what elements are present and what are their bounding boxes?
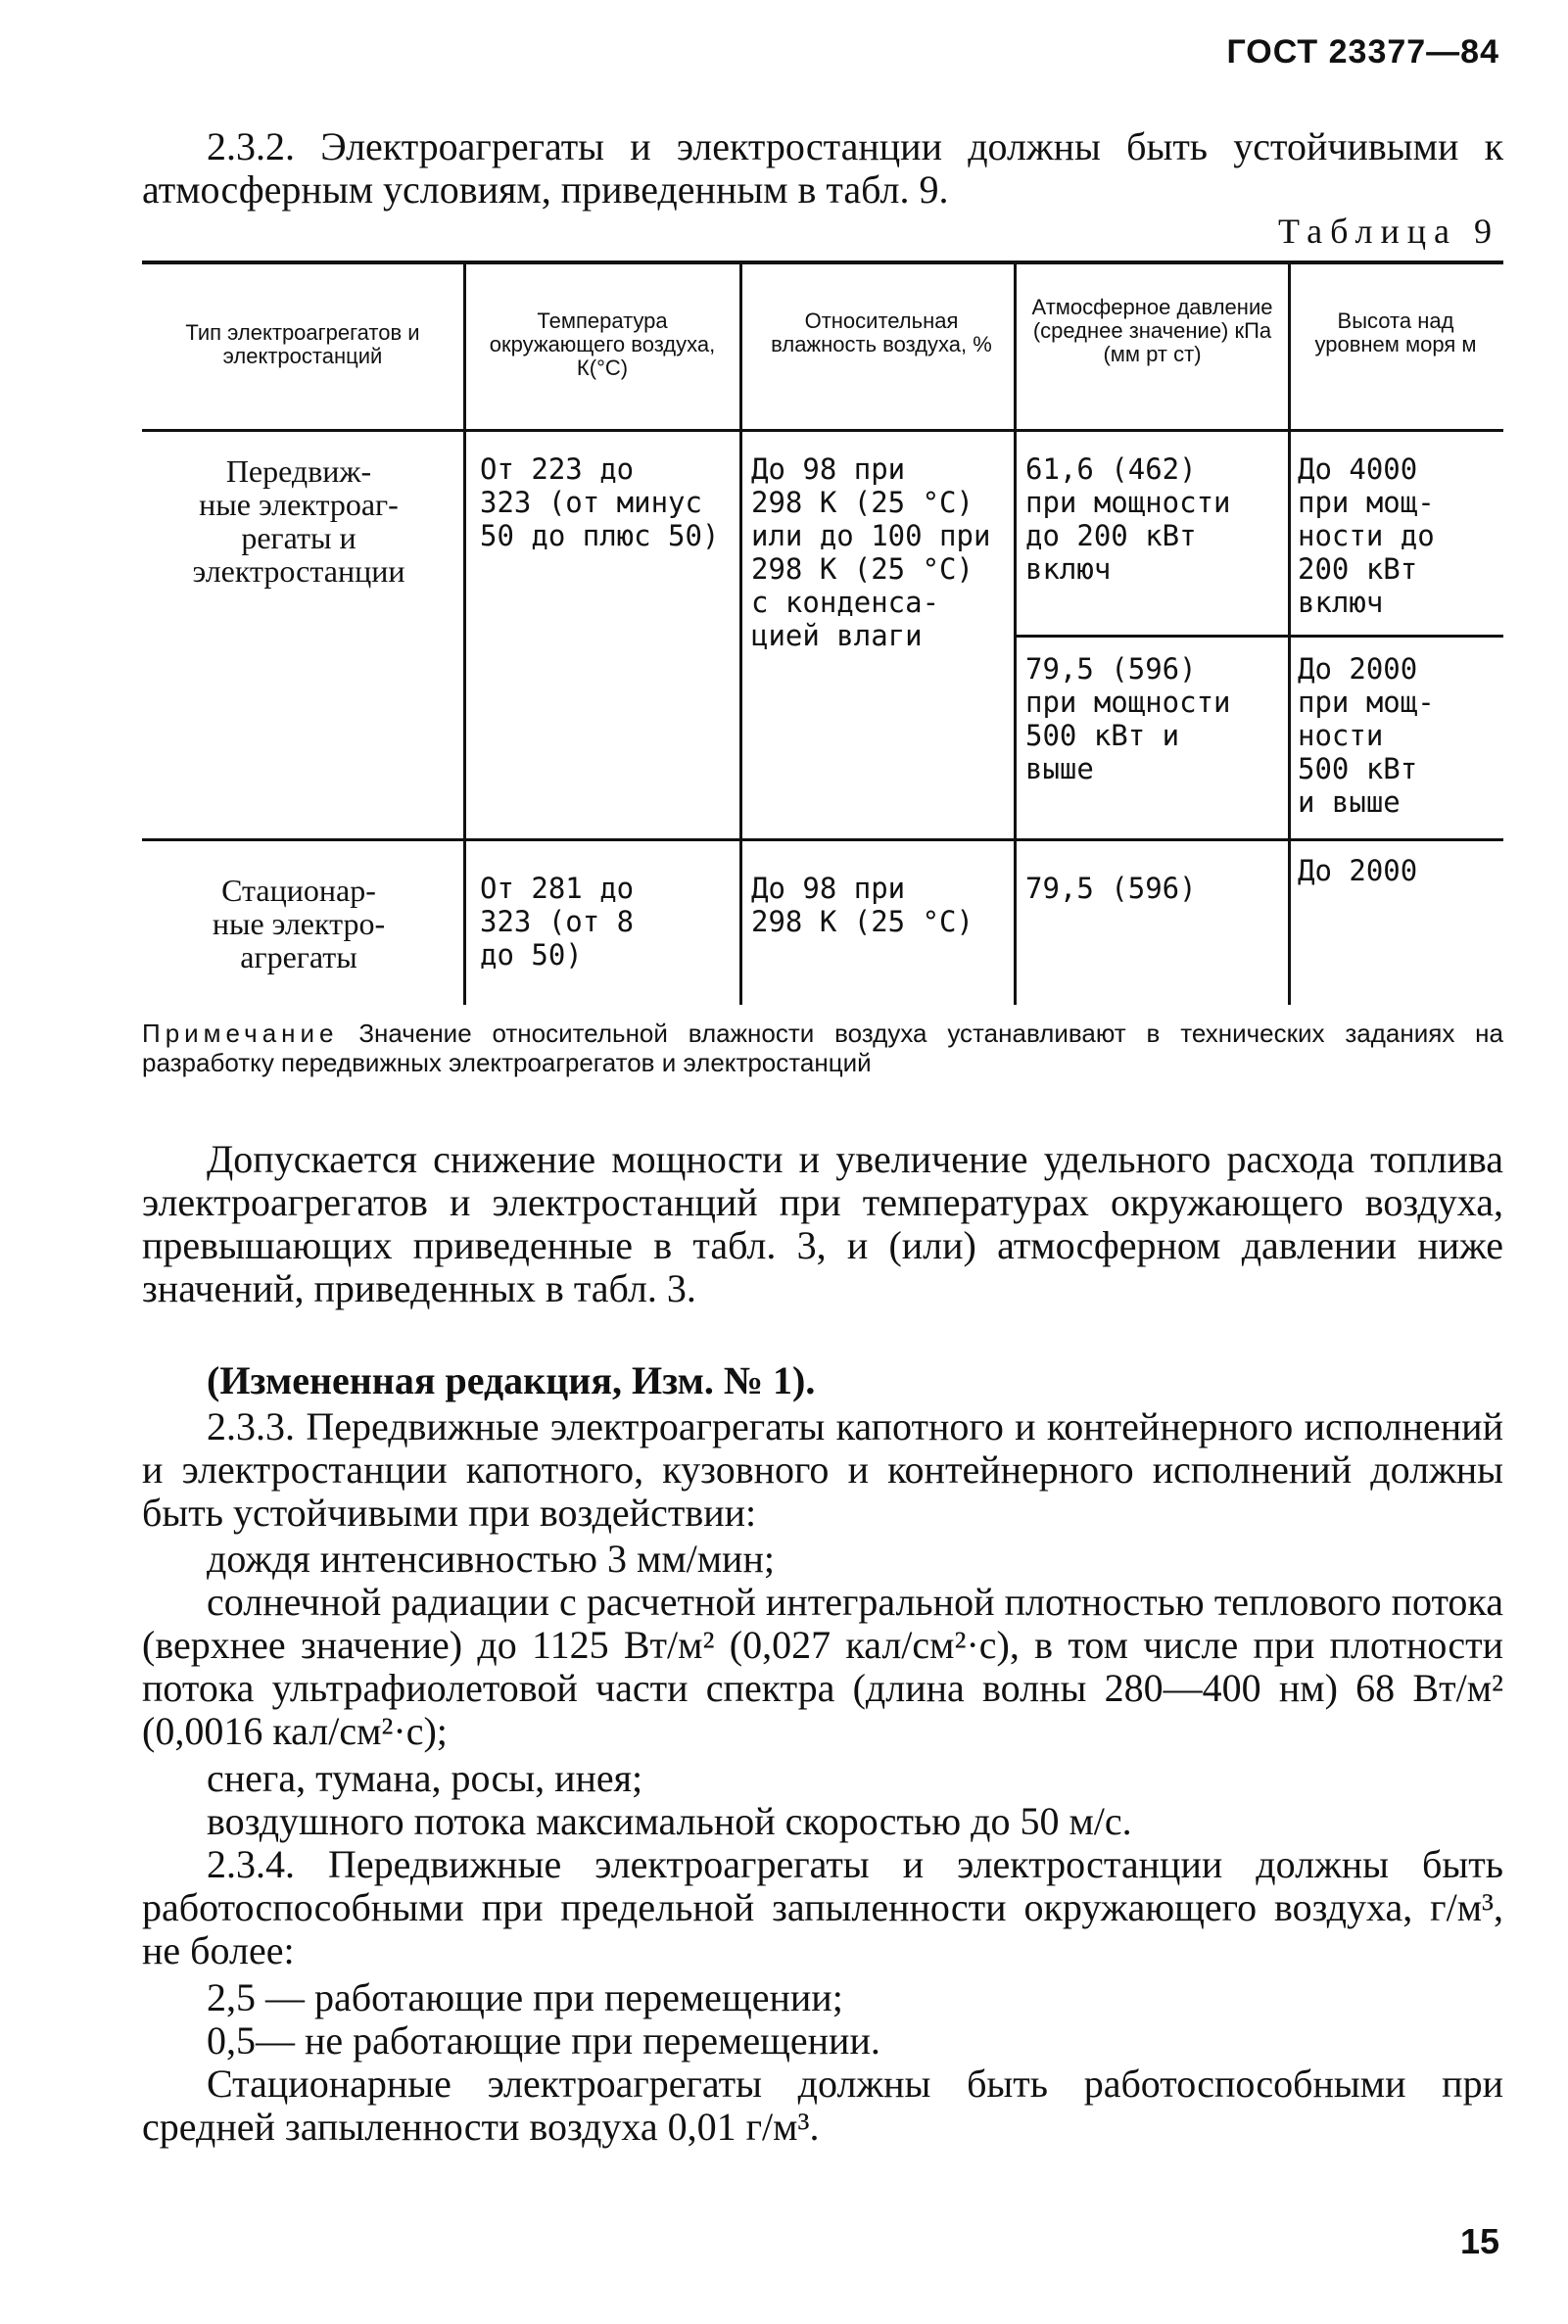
table-9	[142, 261, 1503, 1005]
note-text: Значение относительной влажности воздуха устанавливают в технических заданиях на разработку передвижных электроагрегатов и электростанций	[142, 1019, 1503, 1077]
amendment-note: (Измененная редакция, Изм. № 1).	[207, 1358, 816, 1402]
paragraph-allowed-reduction: Допускается снижение мощности и увеличение удельного расхода топлива электроагрегатов и электростанций при температурах окружающего воздуха, превышающих приведенные в табл. 3, и (или) атмосферном давлении ниже значений, приведенных в табл. 3.	[142, 1137, 1503, 1310]
table-cell-stationary-type: Стационар- ные электро- агрегаты	[212, 873, 386, 974]
page-number: 15	[1459, 2221, 1499, 2261]
table-subrow-rule	[1017, 635, 1503, 638]
table-row-rule	[142, 838, 1503, 841]
table-cell-stationary-humidity: До 98 при 298 К (25 °С)	[751, 872, 974, 938]
table-cell-mobile-humidity: До 98 при 298 К (25 °С) или до 100 при 298 К (25 °С) с конденса- цией влаги	[751, 452, 991, 652]
table-header-pressure: Атмосферное давление (среднее значение) кПа (мм рт ст)	[1031, 295, 1273, 366]
table-note	[142, 1019, 1503, 1077]
document-code-header: ГОСТ 23377—84	[1226, 33, 1499, 71]
list-item-air-flow: воздушного потока максимальной скоростью до 50 м/с.	[207, 1799, 1132, 1843]
table-header-temperature: Температура окружающего воздуха, К(°С)	[489, 308, 716, 380]
table-caption: Таблица 9	[1278, 212, 1499, 251]
list-item-dust-still: 0,5— не работающие при перемещении.	[207, 2018, 880, 2063]
table-header-altitude: Высота над уровнем моря м	[1314, 308, 1477, 356]
table-cell-mobile-altitude-low: До 4000 при мощ- ности до 200 кВт включ	[1298, 452, 1435, 619]
table-col-rule-1	[463, 261, 466, 1005]
paragraph-2-3-3: 2.3.3. Передвижные электроагрегаты капотного и контейнерного исполнений и электростанции капотного, кузовного и контейнерного исполнений должны быть устойчивыми при воздействии:	[142, 1404, 1503, 1535]
table-header-type: Тип электроагрегатов и электростанций	[185, 320, 420, 368]
table-cell-stationary-pressure: 79,5 (596)	[1025, 872, 1197, 905]
table-cell-mobile-pressure-low: 61,6 (462) при мощности до 200 кВт включ	[1025, 452, 1231, 586]
table-cell-mobile-altitude-high: До 2000 при мощ- ности 500 кВт и выше	[1298, 652, 1435, 819]
table-cell-stationary-temperature: От 281 до 323 (от 8 до 50)	[480, 872, 635, 972]
list-item-snow-fog: снега, тумана, росы, инея;	[207, 1756, 643, 1800]
list-item-solar-radiation: солнечной радиации с расчетной интегральной плотностью теплового потока (верхнее значение) до 1125 Вт/м² (0,027 кал/см²·с), в том числе при плотности потока ультрафиолетовой части спектра (длина волны 280—400 нм) 68 Вт/м² (0,0016 кал/см²·с);	[142, 1580, 1503, 1753]
paragraph-2-3-2: 2.3.2. Электроагрегаты и электростанции должны быть устойчивыми к атмосферным условиям, приведенным в табл. 9.	[142, 124, 1503, 212]
table-header-humidity: Относительная влажность воздуха, %	[771, 308, 992, 356]
note-label: Примечание	[142, 1019, 339, 1048]
table-cell-mobile-temperature: От 223 до 323 (от минус 50 до плюс 50)	[480, 452, 720, 552]
table-top-rule	[142, 261, 1503, 264]
list-item-dust-moving: 2,5 — работающие при перемещении;	[207, 1975, 843, 2019]
paragraph-stationary-dust: Стационарные электроагрегаты должны быть работоспособными при средней запыленности воздуха 0,01 г/м³.	[142, 2062, 1503, 2149]
table-cell-mobile-type: Передвиж- ные электроаг- регаты и электростанции	[192, 453, 405, 589]
table-col-rule-4	[1288, 261, 1291, 1005]
table-header-rule	[142, 429, 1503, 432]
table-cell-stationary-altitude: До 2000	[1298, 854, 1418, 887]
list-item-rain: дождя интенсивностью 3 мм/мин;	[207, 1537, 775, 1581]
table-cell-mobile-pressure-high: 79,5 (596) при мощности 500 кВт и выше	[1025, 652, 1231, 785]
paragraph-2-3-4: 2.3.4. Передвижные электроагрегаты и электростанции должны быть работоспособными при предельной запыленности окружающего воздуха, г/м³, не более:	[142, 1842, 1503, 1972]
